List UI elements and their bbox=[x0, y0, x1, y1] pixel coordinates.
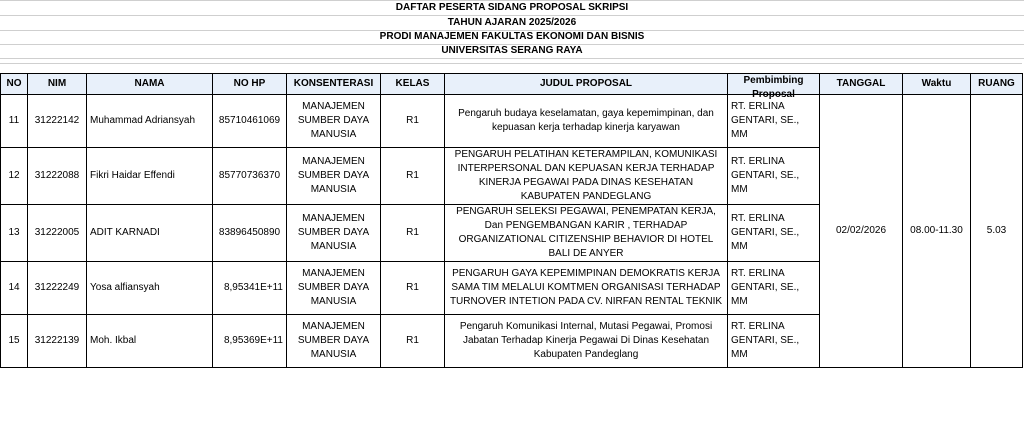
cell-nim[interactable]: 31222142 bbox=[28, 95, 87, 148]
cell-konsentrasi[interactable]: MANAJEMEN SUMBER DAYA MANUSIA bbox=[287, 95, 381, 148]
cell-pembimbing[interactable]: RT. ERLINA GENTARI, SE., MM bbox=[728, 262, 820, 315]
cell-judul[interactable]: PENGARUH GAYA KEPEMIMPINAN DEMOKRATIS KERJA SAMA TIM MELALUI KOMTMEN ORGANISASI TERHADAP TURNOVER INTETION PADA CV. NIRFAN RENTAL TEKNIK bbox=[445, 262, 728, 315]
cell-pembimbing[interactable]: RT. ERLINA GENTARI, SE., MM bbox=[728, 148, 820, 205]
cell-no[interactable]: 13 bbox=[1, 205, 28, 262]
cell-pembimbing[interactable]: RT. ERLINA GENTARI, SE., MM bbox=[728, 95, 820, 148]
cell-pembimbing[interactable]: RT. ERLINA GENTARI, SE., MM bbox=[728, 205, 820, 262]
col-header-waktu[interactable]: Waktu bbox=[903, 74, 971, 95]
participants-table bbox=[0, 73, 1023, 368]
title-line-2: TAHUN AJARAN 2025/2026 bbox=[447, 17, 577, 28]
cell-nama[interactable]: Yosa alfiansyah bbox=[87, 262, 213, 315]
cell-nim[interactable]: 31222249 bbox=[28, 262, 87, 315]
cell-kelas[interactable]: R1 bbox=[381, 205, 445, 262]
cell-ruang[interactable]: 5.03 bbox=[971, 95, 1023, 368]
table-header-row bbox=[1, 74, 1023, 95]
cell-nohp[interactable]: 8,95341E+11 bbox=[213, 262, 287, 315]
cell-kelas[interactable]: R1 bbox=[381, 315, 445, 368]
cell-waktu[interactable]: 08.00-11.30 bbox=[903, 95, 971, 368]
col-header-konsentrasi[interactable]: KONSENTERASI bbox=[287, 74, 381, 95]
col-header-judul[interactable]: JUDUL PROPOSAL bbox=[445, 74, 728, 95]
cell-nohp[interactable]: 8,95369E+11 bbox=[213, 315, 287, 368]
cell-nohp[interactable]: 85770736370 bbox=[213, 148, 287, 205]
col-header-ruang[interactable]: RUANG bbox=[971, 74, 1023, 95]
cell-nama[interactable]: ADIT KARNADI bbox=[87, 205, 213, 262]
cell-konsentrasi[interactable]: MANAJEMEN SUMBER DAYA MANUSIA bbox=[287, 315, 381, 368]
cell-tanggal[interactable]: 02/02/2026 bbox=[820, 95, 903, 368]
col-header-pembimbing[interactable] bbox=[728, 74, 820, 100]
col-header-nim[interactable]: NIM bbox=[28, 74, 87, 95]
cell-kelas[interactable]: R1 bbox=[381, 148, 445, 205]
col-header-kelas[interactable]: KELAS bbox=[381, 74, 445, 95]
cell-no[interactable]: 12 bbox=[1, 148, 28, 205]
title-line-1: DAFTAR PESERTA SIDANG PROPOSAL SKRIPSI bbox=[395, 2, 629, 13]
cell-kelas[interactable]: R1 bbox=[381, 262, 445, 315]
cell-nim[interactable]: 31222088 bbox=[28, 148, 87, 205]
cell-konsentrasi[interactable]: MANAJEMEN SUMBER DAYA MANUSIA bbox=[287, 148, 381, 205]
cell-judul[interactable]: Pengaruh budaya keselamatan, gaya kepemimpinan, dan kepuasan kerja terhadap kinerja karyawan bbox=[445, 95, 728, 148]
title-line-3: PRODI MANAJEMEN FAKULTAS EKONOMI DAN BISNIS bbox=[379, 31, 645, 42]
cell-pembimbing[interactable]: RT. ERLINA GENTARI, SE., MM bbox=[728, 315, 820, 368]
header-border bbox=[0, 58, 1024, 59]
cell-judul[interactable]: PENGARUH PELATIHAN KETERAMPILAN, KOMUNIKASI INTERPERSONAL DAN KEPUASAN KERJA TERHADAP KINERJA PEGAWAI PADA DINAS KESEHATAN KABUPATEN PANDEGLANG bbox=[445, 148, 728, 205]
cell-nim[interactable]: 31222139 bbox=[28, 315, 87, 368]
cell-judul[interactable]: PENGARUH SELEKSI PEGAWAI, PENEMPATAN KERJA, Dan PENGEMBANGAN KARIR , TERHADAP ORGANIZATIONAL CITIZENSHIP BEHAVIOR DI HOTEL BALI DE ANYER bbox=[445, 205, 728, 262]
cell-kelas[interactable]: R1 bbox=[381, 95, 445, 148]
cell-no[interactable]: 15 bbox=[1, 315, 28, 368]
cell-no[interactable]: 14 bbox=[1, 262, 28, 315]
cell-nim[interactable]: 31222005 bbox=[28, 205, 87, 262]
cell-nohp[interactable]: 83896450890 bbox=[213, 205, 287, 262]
col-header-no[interactable]: NO bbox=[1, 74, 28, 95]
cell-nama[interactable]: Fikri Haidar Effendi bbox=[87, 148, 213, 205]
col-header-nama[interactable]: NAMA bbox=[87, 74, 213, 95]
spacer-row bbox=[0, 63, 1022, 73]
col-header-tanggal[interactable]: TANGGAL bbox=[820, 74, 903, 95]
col-header-pembimbing-text: Pembimbing Proposal bbox=[743, 75, 804, 100]
cell-judul[interactable]: Pengaruh Komunikasi Internal, Mutasi Pegawai, Promosi Jabatan Terhadap Kinerja Pegawai Di Dinas Kesehatan Kabupaten Pandeglang bbox=[445, 315, 728, 368]
title-line-4: UNIVERSITAS SERANG RAYA bbox=[441, 45, 583, 56]
cell-konsentrasi[interactable]: MANAJEMEN SUMBER DAYA MANUSIA bbox=[287, 262, 381, 315]
cell-no[interactable]: 11 bbox=[1, 95, 28, 148]
cell-konsentrasi[interactable]: MANAJEMEN SUMBER DAYA MANUSIA bbox=[287, 205, 381, 262]
table-row bbox=[1, 95, 1023, 148]
cell-nama[interactable]: Moh. Ikbal bbox=[87, 315, 213, 368]
cell-nama[interactable]: Muhammad Adriansyah bbox=[87, 95, 213, 148]
cell-nohp[interactable]: 85710461069 bbox=[213, 95, 287, 148]
col-header-nohp[interactable]: NO HP bbox=[213, 74, 287, 95]
